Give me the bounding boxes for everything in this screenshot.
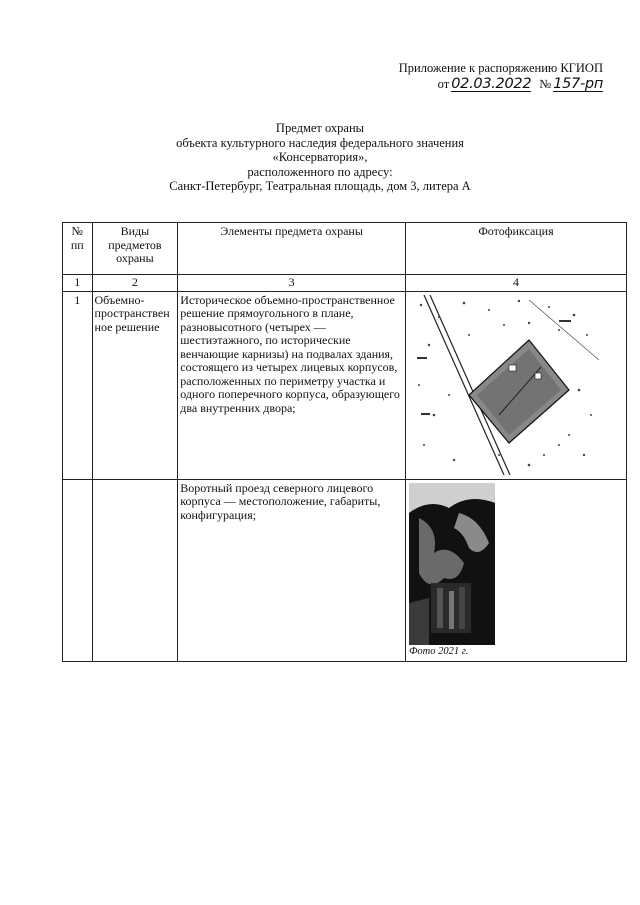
appendix-header (353, 60, 603, 92)
photo-caption: Фото 2021 г. (408, 645, 469, 657)
row-photo-cell (405, 479, 626, 662)
title-line-1: Предмет охраны (275, 121, 365, 135)
col-num-1: 1 (63, 275, 93, 292)
table-header-row (63, 223, 627, 275)
title-line-4: расположенного по адресу: (247, 164, 393, 179)
row-kind: Объемно-пространствен ное решение (92, 291, 178, 479)
date-prefix: от (437, 77, 450, 91)
document-title (0, 121, 640, 194)
number-value: 157-рп (553, 76, 603, 92)
row-number (63, 479, 93, 662)
col-num-4: 4 (405, 275, 626, 292)
number-prefix: № (539, 77, 552, 91)
header-number: № пп (63, 223, 93, 275)
table-row (63, 479, 627, 662)
column-number-row (63, 275, 627, 292)
header-photo: Фотофиксация (405, 223, 626, 275)
header-elements: Элементы предмета охраны (178, 223, 406, 275)
row-elements: Историческое объемно-пространственное решение прямоугольного в плане, разновысотного (четырех — шестиэтажного, по исторические венчающие карнизы) на подвалах здания, состоящего из четырех лицевых корпусов, расположенных по периметру участка и одного поперечного корпуса, образующего два внутренних двора; (178, 291, 406, 479)
row-kind (92, 479, 178, 662)
appendix-line: Приложение к распоряжению КГИОП (398, 61, 603, 75)
row-number: 1 (63, 291, 93, 479)
protection-table (62, 222, 627, 662)
row-elements: Воротный проезд северного лицевого корпуса — местоположение, габариты, конфигурация; (178, 479, 406, 662)
title-line-2: объекта культурного наследия федерального значения (176, 135, 464, 150)
title-line-3: «Консерватория», (272, 150, 368, 164)
gate-photo (409, 483, 495, 645)
col-num-2: 2 (92, 275, 178, 292)
title-line-5: Санкт-Петербург, Театральная площадь, дом 3, литера А (169, 179, 471, 193)
row-photo-cell (405, 291, 626, 479)
table-row (63, 291, 627, 479)
header-kinds: Виды предметов охраны (92, 223, 178, 275)
map-image (409, 295, 599, 475)
appendix-date-line (353, 76, 603, 92)
col-num-3: 3 (178, 275, 406, 292)
date-value: 02.03.2022 (451, 76, 532, 92)
